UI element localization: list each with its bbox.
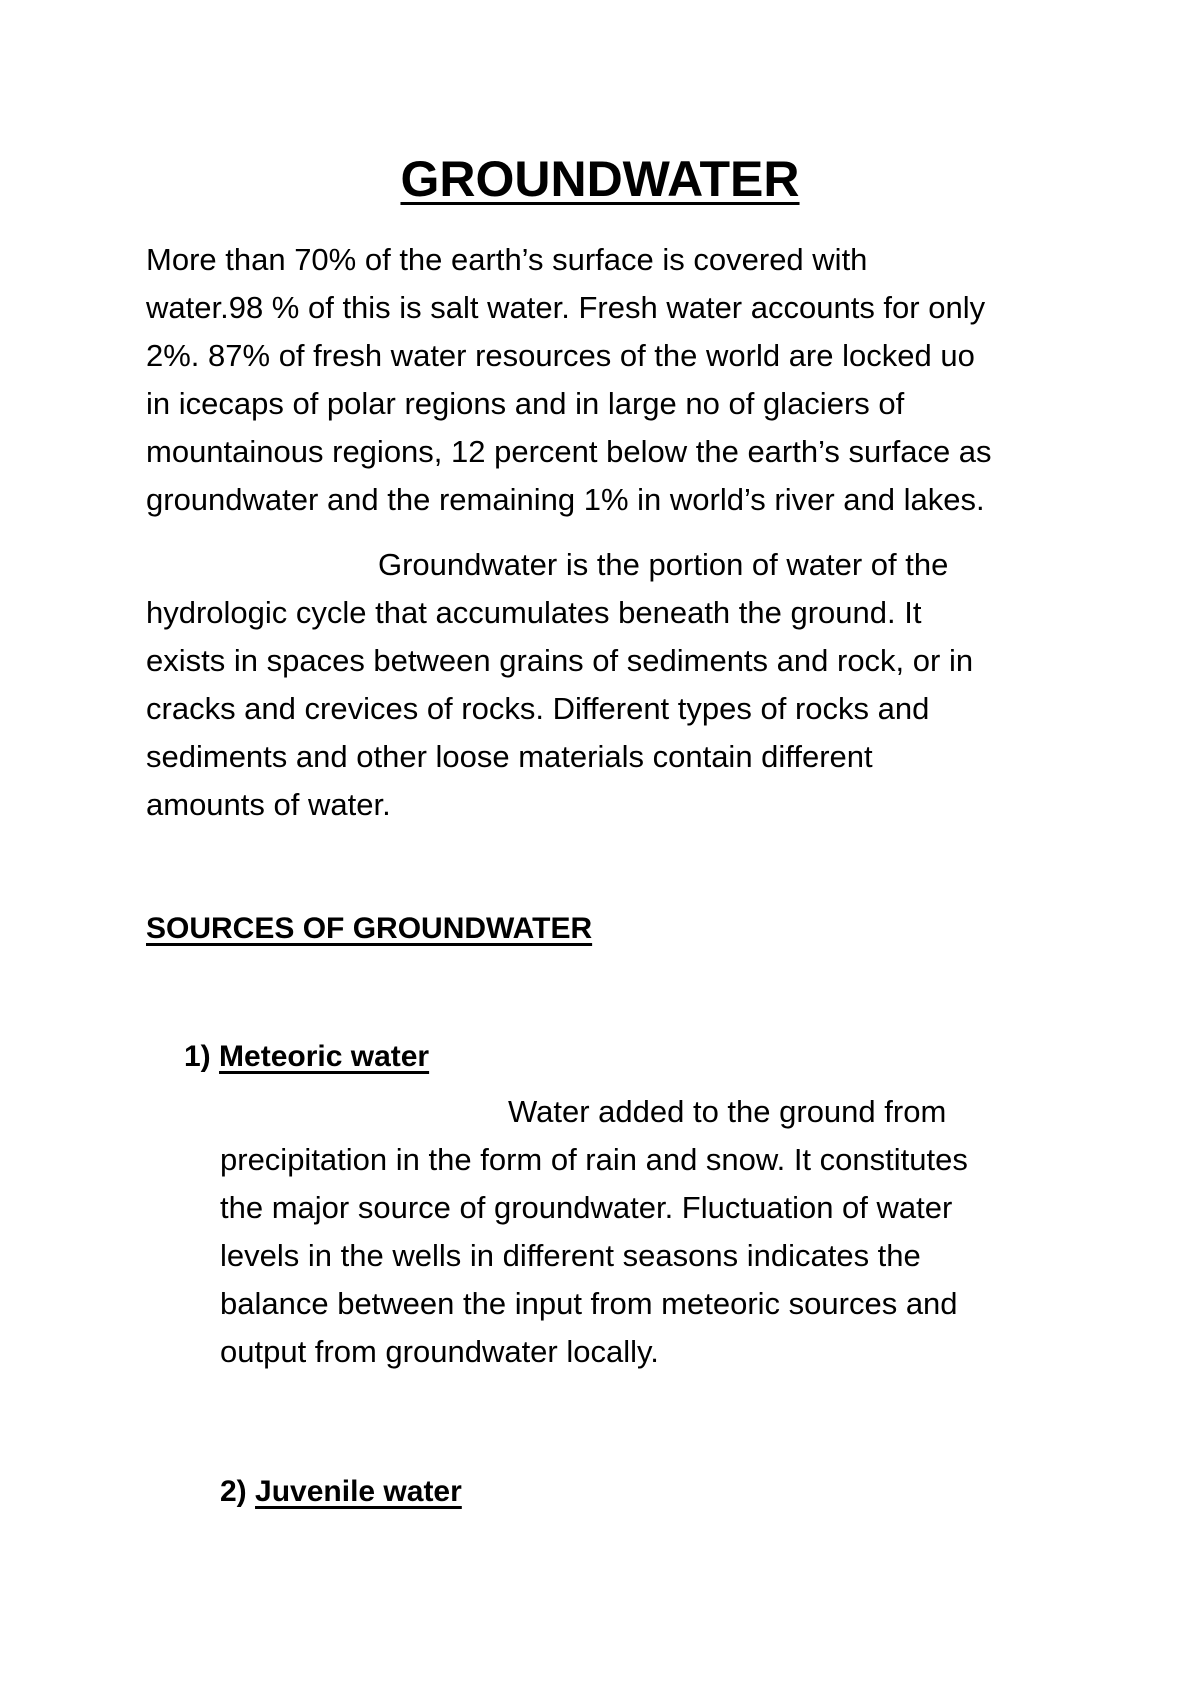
meteoric-line: output from groundwater locally. [220, 1334, 659, 1369]
intro-line: 2%. 87% of fresh water resources of the world are locked uo [146, 338, 975, 373]
meteoric-line: levels in the wells in different seasons indicates the [220, 1238, 921, 1273]
definition-line: Groundwater is the portion of water of the [378, 547, 949, 582]
definition-line: amounts of water. [146, 787, 391, 822]
meteoric-line: precipitation in the form of rain and snow. It constitutes [220, 1142, 968, 1177]
page-title: GROUNDWATER [400, 151, 800, 207]
definition-line: cracks and crevices of rocks. Different types of rocks and [146, 691, 930, 726]
intro-line: water.98 % of this is salt water. Fresh water accounts for only [146, 290, 986, 325]
source-title: Juvenile water [255, 1475, 462, 1508]
section-heading-sources: SOURCES OF GROUNDWATER [146, 912, 593, 945]
source-number: 1) [184, 1040, 211, 1073]
definition-line: hydrologic cycle that accumulates beneath the ground. It [146, 595, 922, 630]
meteoric-line: balance between the input from meteoric sources and [220, 1286, 958, 1321]
meteoric-line: Water added to the ground from [508, 1094, 947, 1129]
meteoric-line: the major source of groundwater. Fluctuation of water [220, 1190, 953, 1225]
intro-line: in icecaps of polar regions and in large no of glaciers of [146, 386, 905, 421]
definition-paragraph [146, 541, 973, 829]
definition-line: exists in spaces between grains of sediments and rock, or in [146, 643, 974, 678]
intro-line: More than 70% of the earth’s surface is covered with [146, 242, 868, 277]
meteoric-paragraph [220, 1088, 968, 1376]
intro-line: groundwater and the remaining 1% in world’s river and lakes. [146, 482, 985, 517]
definition-line: sediments and other loose materials contain different [146, 739, 873, 774]
source-heading-meteoric [184, 1040, 429, 1074]
intro-line: mountainous regions, 12 percent below the earth’s surface as [146, 434, 992, 469]
source-number: 2) [220, 1475, 247, 1508]
intro-paragraph [146, 236, 992, 524]
source-title: Meteoric water [219, 1040, 430, 1073]
source-heading-juvenile [220, 1475, 462, 1509]
